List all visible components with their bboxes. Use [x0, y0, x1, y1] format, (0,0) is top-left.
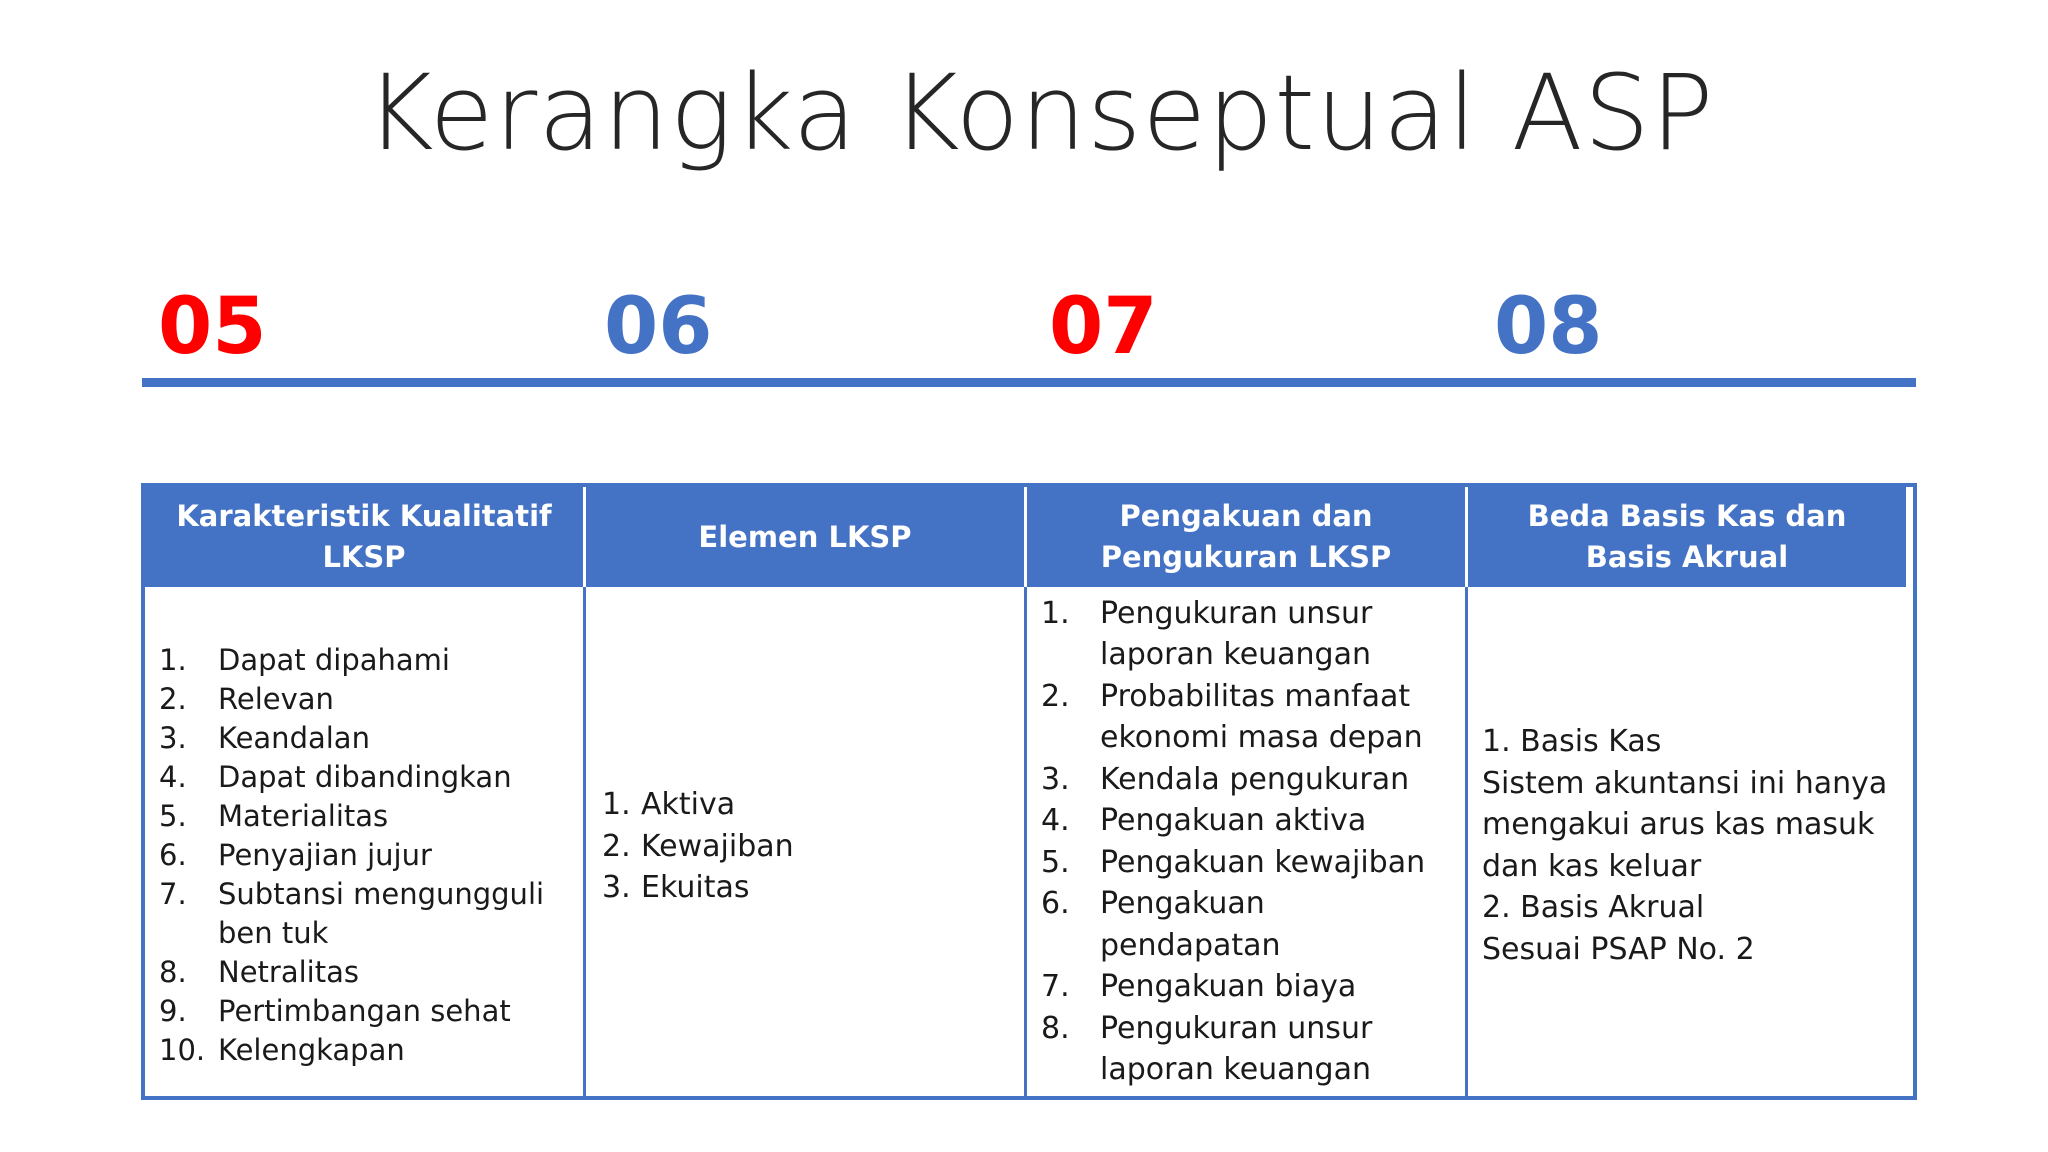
list-item — [602, 784, 1010, 826]
list-item-number: 8. — [159, 955, 187, 989]
timeline-step-05: 05 — [158, 282, 267, 372]
list-item-text: Keandalan — [218, 721, 370, 755]
list-item-number: 2. — [1041, 678, 1070, 714]
list-item — [1041, 1008, 1451, 1091]
list-item-number: 4. — [159, 760, 187, 794]
header-basis: Beda Basis Kas dan Basis Akrual — [1468, 487, 1909, 587]
list-item-number: 7. — [1041, 969, 1070, 1004]
timeline-step-07: 07 — [1049, 282, 1158, 372]
list-item-text: Relevan — [218, 682, 334, 716]
list-item-number: 6. — [159, 838, 187, 872]
basis-line: Sesuai PSAP No. 2 — [1482, 931, 1755, 967]
list-item — [159, 992, 569, 1031]
cell-karakteristik — [145, 587, 586, 1096]
list-item-text: Ekuitas — [641, 870, 750, 906]
list-item-text: Pengakuan biaya — [1100, 969, 1357, 1004]
list-item-text: Subtansi mengungguli ben tuk — [218, 877, 545, 950]
list-item-number: 3. — [1041, 761, 1070, 797]
list-item-number: 4. — [1041, 803, 1070, 838]
cell-elemen — [586, 587, 1027, 1096]
list-item-number: 1. — [1041, 595, 1070, 631]
concept-table — [141, 483, 1917, 1100]
list-item-text: Pengukuran unsur laporan keuangan — [1100, 1010, 1373, 1087]
list-item-number: 3. — [602, 870, 631, 906]
list-item-number: 9. — [159, 994, 187, 1028]
list-item — [1041, 800, 1451, 842]
list-item — [159, 680, 569, 719]
list-item — [1041, 676, 1451, 759]
list-item-text: Netralitas — [218, 955, 359, 989]
list-item-number: 1. — [159, 643, 187, 677]
list-item-text: Kelengkapan — [218, 1033, 405, 1067]
list-item-text: Pengukuran unsur laporan keuangan — [1100, 595, 1373, 672]
pengakuan-list — [1041, 593, 1451, 1091]
elemen-list — [602, 784, 1010, 909]
list-item-number: 5. — [1041, 844, 1070, 880]
list-item-text: Pengakuan kewajiban — [1100, 844, 1426, 880]
list-item — [159, 1031, 569, 1070]
list-item — [159, 836, 569, 875]
basis-line: 1. Basis Kas — [1482, 724, 1662, 759]
list-item-text: Aktiva — [641, 787, 736, 823]
basis-line: Sistem akuntansi ini hanya mengakui arus kas masuk dan kas keluar — [1482, 765, 1897, 884]
list-item-number: 8. — [1041, 1010, 1070, 1046]
list-item-number: 2. — [159, 682, 187, 716]
timeline-step-06: 06 — [604, 282, 713, 372]
list-item-text: Penyajian jujur — [218, 838, 432, 872]
list-item — [602, 826, 1010, 868]
timeline-bar — [142, 378, 1916, 387]
list-item-number: 2. — [602, 828, 631, 864]
list-item — [159, 953, 569, 992]
cell-pengakuan — [1027, 587, 1468, 1096]
list-item-number: 1. — [602, 787, 631, 823]
list-item-number: 6. — [1041, 886, 1070, 921]
list-item-text: Materialitas — [218, 799, 389, 833]
list-item — [1041, 966, 1451, 1008]
list-item — [1041, 759, 1451, 801]
basis-line: 2. Basis Akrual — [1482, 890, 1705, 925]
list-item — [1041, 883, 1451, 966]
list-item-number: 10. — [159, 1033, 206, 1067]
list-item-text: Pertimbangan sehat — [218, 994, 511, 1028]
list-item — [159, 641, 569, 680]
list-item — [159, 758, 569, 797]
header-elemen: Elemen LKSP — [586, 487, 1027, 587]
list-item — [1041, 842, 1451, 884]
list-item-text: Probabilitas manfaat ekonomi masa depan — [1100, 678, 1423, 755]
list-item — [602, 867, 1010, 909]
list-item-text: Kendala pengukuran — [1100, 761, 1410, 797]
header-karakteristik: Karakteristik Kualitatif LKSP — [145, 487, 586, 587]
list-item — [1041, 593, 1451, 676]
list-item-number: 5. — [159, 799, 187, 833]
karakteristik-list — [159, 641, 569, 1070]
header-pengakuan: Pengakuan dan Pengukuran LKSP — [1027, 487, 1468, 587]
list-item-text: Dapat dibandingkan — [218, 760, 512, 794]
list-item-number: 3. — [159, 721, 187, 755]
list-item — [159, 875, 569, 953]
list-item-text: Pengakuan aktiva — [1100, 803, 1367, 838]
list-item — [159, 719, 569, 758]
list-item-text: Pengakuan pendapatan — [1100, 886, 1281, 963]
cell-basis — [1468, 587, 1909, 1096]
list-item-text: Dapat dipahami — [218, 643, 450, 677]
basis-text — [1482, 721, 1895, 970]
list-item-text: Kewajiban — [641, 828, 794, 864]
list-item — [159, 797, 569, 836]
list-item-number: 7. — [159, 877, 187, 911]
slide-title: Kerangka Konseptual ASP — [365, 52, 1715, 174]
timeline-step-08: 08 — [1494, 282, 1603, 372]
